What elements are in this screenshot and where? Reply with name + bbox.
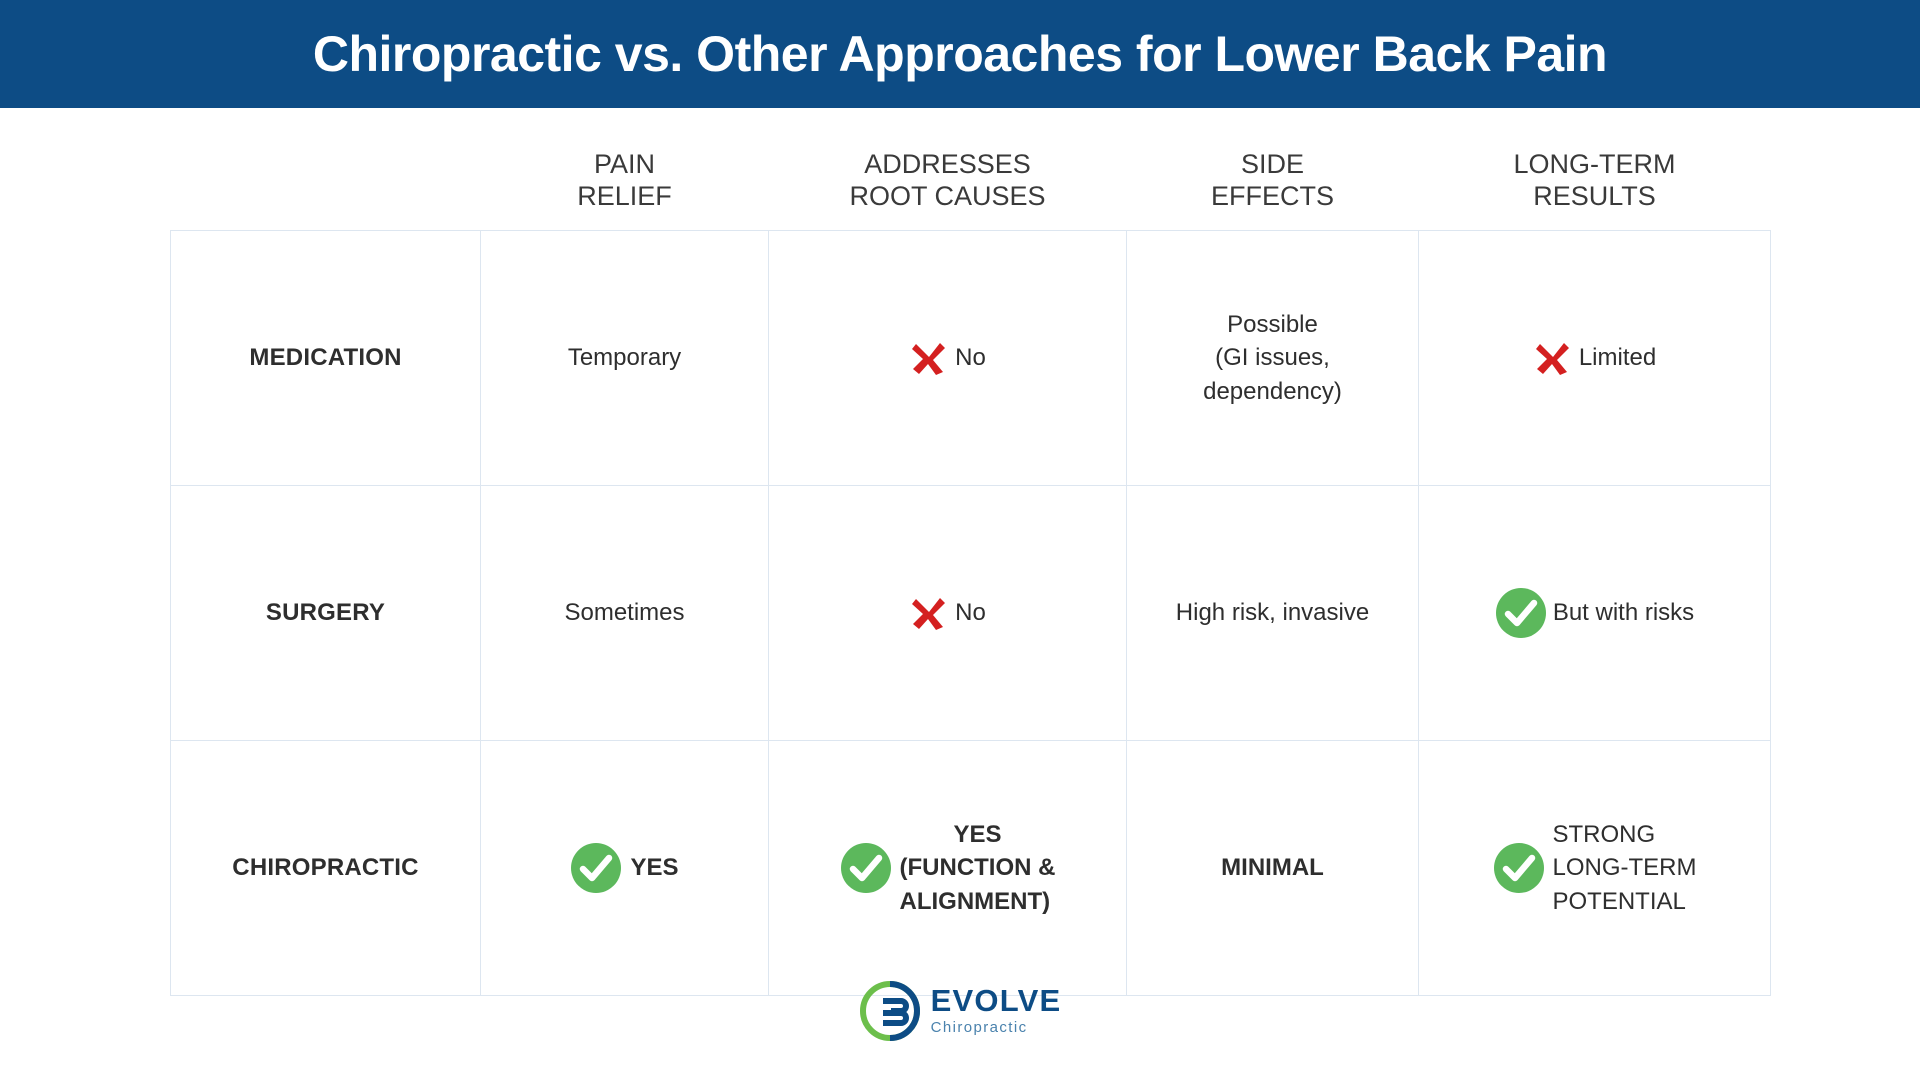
row-label-chiropractic: CHIROPRACTIC	[171, 741, 481, 996]
cell-text-line2: (GI issues,	[1215, 344, 1330, 372]
check-icon	[1495, 587, 1547, 639]
cross-icon	[1533, 338, 1573, 378]
cell-text: No	[955, 598, 986, 626]
page-title: Chiropractic vs. Other Approaches for Lower Back Pain	[312, 25, 1608, 82]
row-label-medication: MEDICATION	[171, 231, 481, 486]
cell-text-line3: dependency)	[1203, 377, 1342, 405]
column-header-long-term	[1419, 126, 1771, 231]
table-header-row	[171, 126, 1771, 231]
cell-text-line2: LONG-TERM	[1552, 854, 1697, 882]
cell-medication-side-effects	[1127, 231, 1419, 486]
column-header-pain-relief	[481, 126, 769, 231]
cell-text: Limited	[1578, 343, 1657, 371]
cell-medication-pain-relief	[481, 231, 769, 486]
table-row	[171, 741, 1771, 996]
column-header-approach	[171, 126, 481, 231]
check-icon	[840, 842, 892, 894]
column-header-pain-relief-line2: RELIEF	[577, 180, 672, 211]
check-icon	[1493, 842, 1545, 894]
header-banner	[0, 0, 1920, 108]
cell-text: YES	[630, 854, 679, 882]
cell-text-line1: STRONG	[1552, 821, 1656, 849]
cell-text-line2: (FUNCTION &	[899, 854, 1056, 882]
logo-subtitle: Chiropractic	[930, 1019, 1028, 1036]
cell-medication-long-term	[1419, 231, 1771, 486]
cell-text: Sometimes	[564, 598, 685, 626]
comparison-table	[170, 126, 1771, 996]
cell-surgery-long-term	[1419, 486, 1771, 741]
cell-surgery-root-causes	[769, 486, 1127, 741]
cell-text: MINIMAL	[1221, 853, 1324, 881]
column-header-root-causes-line1: ADDRESSES	[864, 149, 1031, 180]
cross-icon	[909, 593, 949, 633]
logo-name: EVOLVE	[930, 983, 1062, 1018]
comparison-table-container	[170, 126, 1770, 996]
cell-chiropractic-side-effects	[1127, 741, 1419, 996]
row-label-surgery: SURGERY	[171, 486, 481, 741]
table-row	[171, 231, 1771, 486]
cell-text-line3: ALIGNMENT)	[899, 887, 1051, 915]
cell-text: Temporary	[567, 343, 682, 371]
cell-text-line1: YES	[953, 821, 1002, 849]
cross-icon	[909, 338, 949, 378]
cell-text: No	[955, 343, 986, 371]
column-header-long-term-line1: LONG-TERM	[1513, 149, 1676, 180]
column-header-side-effects-line2: EFFECTS	[1210, 180, 1334, 211]
column-header-root-causes	[769, 126, 1127, 231]
cell-medication-root-causes	[769, 231, 1127, 486]
cell-chiropractic-root-causes	[769, 741, 1127, 996]
evolve-logo-icon	[859, 980, 921, 1042]
cell-text: High risk, invasive	[1175, 598, 1370, 626]
column-header-long-term-line2: RESULTS	[1533, 180, 1656, 211]
column-header-side-effects	[1127, 126, 1419, 231]
column-header-side-effects-line1: SIDE	[1240, 149, 1305, 180]
cell-surgery-pain-relief	[481, 486, 769, 741]
logo-text	[931, 985, 1062, 1037]
table-row	[171, 486, 1771, 741]
cell-chiropractic-long-term	[1419, 741, 1771, 996]
cell-chiropractic-pain-relief	[481, 741, 769, 996]
column-header-pain-relief-line1: PAIN	[593, 149, 655, 180]
check-icon	[570, 842, 622, 894]
brand-logo	[0, 980, 1920, 1042]
cell-surgery-side-effects	[1127, 486, 1419, 741]
column-header-root-causes-line2: ROOT CAUSES	[849, 180, 1046, 211]
cell-text: But with risks	[1552, 598, 1695, 626]
cell-text-line3: POTENTIAL	[1552, 887, 1686, 915]
cell-text-line1: Possible	[1227, 311, 1318, 339]
